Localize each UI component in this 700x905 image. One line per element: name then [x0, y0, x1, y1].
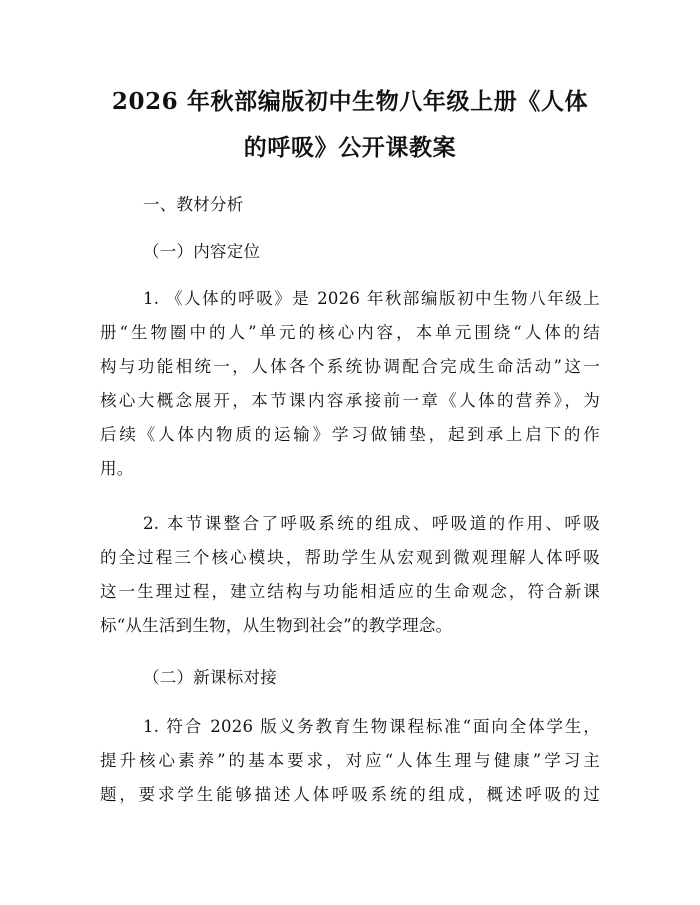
paragraph-3-line-3: 题，要求学生能够描述人体呼吸系统的组成，概述呼吸的过: [100, 785, 600, 804]
paragraph-1-line-4: 核心大概念展开，本节课内容承接前一章《人体的营养》，为: [100, 391, 600, 410]
paragraph-1-line-5: 后续《人体内物质的运输》学习做铺垫，起到承上启下的作: [100, 425, 600, 444]
paragraph-2-line-2: 的全过程三个核心模块，帮助学生从宏观到微观理解人体呼吸: [100, 548, 600, 567]
paragraph-2-line-4: 标“从生活到生物，从生物到社会”的教学理念。: [100, 616, 453, 635]
paragraph-3-line-2: 提升核心素养”的基本要求，对应“人体生理与健康”学习主: [100, 751, 600, 770]
subsection-heading-content-positioning: （一）内容定位: [143, 242, 261, 261]
paragraph-1-line-2: 册“生物圈中的人”单元的核心内容，本单元围绕“人体的结: [100, 323, 600, 342]
paragraph-2-line-1: 2. 本节课整合了呼吸系统的组成、呼吸道的作用、呼吸: [143, 514, 600, 533]
paragraph-3-line-1: 1. 符合 2026 版义务教育生物课程标准“面向全体学生，: [143, 717, 600, 736]
paragraph-1-line-3: 构与功能相统一，人体各个系统协调配合完成生命活动”这一: [100, 357, 600, 376]
paragraph-1-line-1: 1. 《人体的呼吸》是 2026 年秋部编版初中生物八年级上: [143, 289, 600, 308]
document-title-line-2: 的呼吸》公开课教案: [243, 134, 457, 161]
document-title-line-1: 2026 年秋部编版初中生物八年级上册《人体: [111, 88, 589, 115]
section-heading-textbook-analysis: 一、教材分析: [143, 195, 244, 214]
paragraph-2-line-3: 这一生理过程，建立结构与功能相适应的生命观念，符合新课: [100, 582, 600, 601]
paragraph-1-line-6: 用。: [100, 459, 134, 478]
subsection-heading-curriculum-alignment: （二）新课标对接: [143, 668, 277, 687]
